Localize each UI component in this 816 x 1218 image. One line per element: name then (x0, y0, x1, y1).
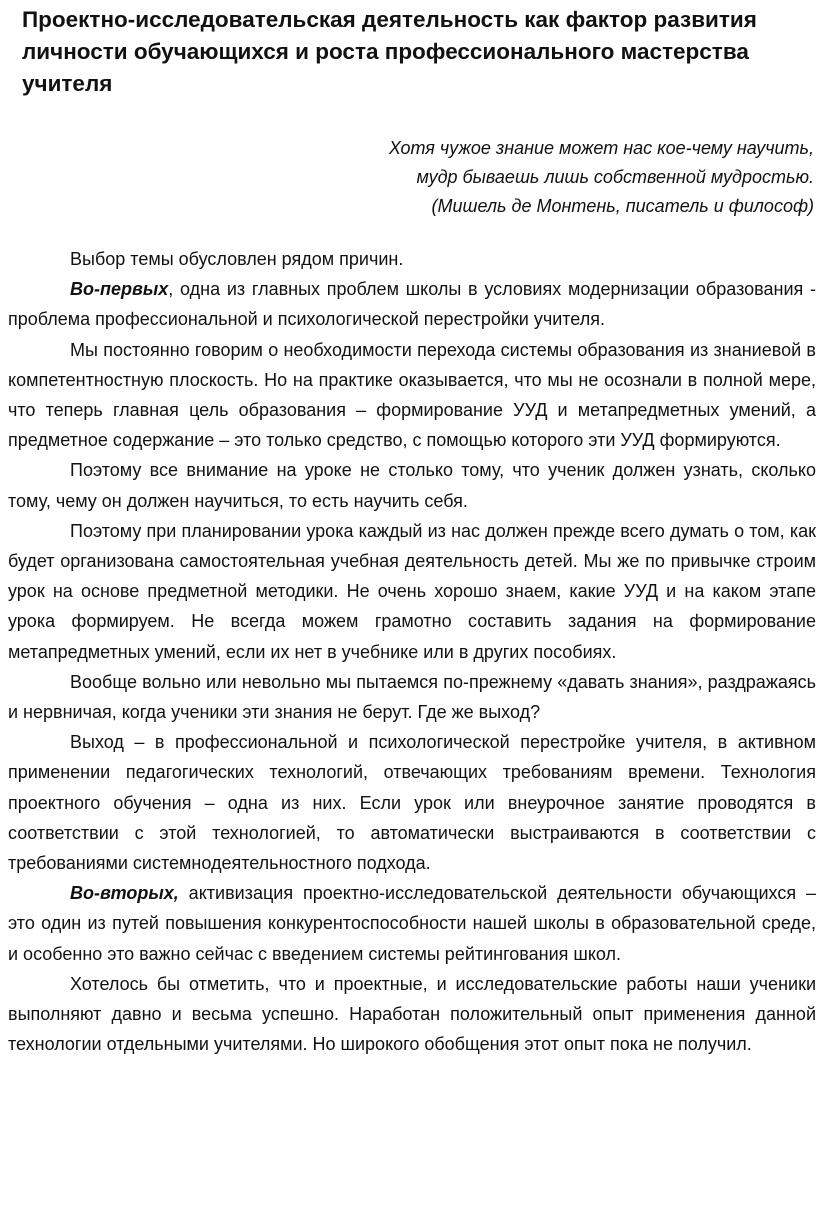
paragraph-competence: Мы постоянно говорим о необходимости перехода системы образования из знаниевой в компетентностную плоскость. Но на практике оказывается, что мы не осознали в полной мере, что теперь главная цель образования – формирование УУД и метапредметных умений, а предметное содержание – это только средство, с помощью которого эти УУД формируются. (8, 339, 816, 451)
paragraph-topic-choice: Выбор темы обусловлен рядом причин. (70, 249, 404, 269)
paragraph-firstly-lead: Во-первых (70, 279, 169, 300)
paragraph-secondly-lead: Во-вторых, (70, 883, 179, 904)
document-title: Проектно-исследовательская деятельность как фактор развития личности обучающихся и роста профессионального мастерства учителя (22, 7, 757, 96)
epigraph-author: (Мишель де Монтень, писатель и философ) (431, 196, 814, 216)
paragraph-firstly (8, 274, 816, 334)
paragraph-lesson-focus: Поэтому все внимание на уроке не столько тому, что ученик должен узнать, сколько тому, чему он должен научиться, то есть научить себя. (8, 460, 816, 511)
paragraph-experience: Хотелось бы отметить, что и проектные, и исследовательские работы наши ученики выполняют давно и весьма успешно. Наработан положительный опыт применения данной технологии отдельными учителями. Но широкого обобщения этот опыт пока не получил. (8, 973, 816, 1055)
paragraph-secondly (8, 878, 816, 969)
paragraph-secondly-text: активизация проектно-исследовательской деятельности обучающихся – это один из путей повышения конкурентоспособности нашей школы в образовательной среде, и особенно это важно сейчас с введением системы рейтингования школ. (8, 883, 816, 964)
epigraph (8, 134, 816, 221)
epigraph-line-1: Хотя чужое знание может нас кое-чему научить, (388, 138, 814, 158)
epigraph-line-2: мудр бываешь лишь собственной мудростью. (416, 167, 814, 187)
paragraph-firstly-text: , одна из главных проблем школы в условиях модернизации образования - проблема профессиональной и психологической перестройки учителя. (8, 279, 816, 330)
document-body (8, 244, 816, 1059)
paragraph-lesson-planning: Поэтому при планировании урока каждый из нас должен прежде всего думать о том, как будет организована самостоятельная учебная деятельность детей. Мы же по привычке строим урок на основе предметной методики. Не очень хорошо знаем, какие УУД и на каком этапе урока формируем. Не всегда можем грамотно составить задания на формирование метапредметных умений, если их нет в учебнике или в других пособиях. (8, 520, 816, 662)
paragraph-giving-knowledge: Вообще вольно или невольно мы пытаемся по-прежнему «давать знания», раздражаясь и нервничая, когда ученики эти знания не берут. Где же выход? (8, 671, 816, 723)
paragraph-way-out: Выход – в профессиональной и психологической перестройке учителя, в активном применении педагогических технологий, отвечающих требованиям времени. Технология проектного обучения – одна из них. Если урок или внеурочное занятие проводятся в соответствии с этой технологией, то автоматически выстраиваются в соответствии с требованиями системнодеятельностного подхода. (8, 732, 816, 874)
